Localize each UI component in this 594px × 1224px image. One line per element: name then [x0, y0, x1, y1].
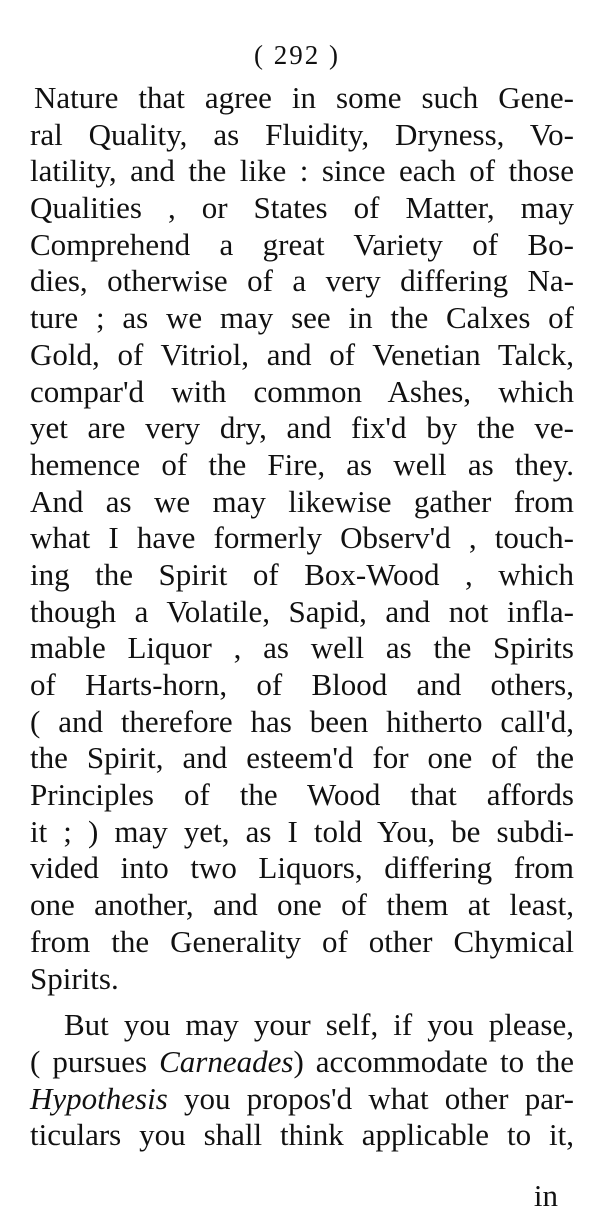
text-line: of Harts-horn, of Blood and others,	[30, 667, 574, 702]
text-line: what I have formerly Observ'd , touch-	[30, 520, 574, 556]
text-line: one another, and one of them at least,	[30, 887, 574, 923]
text-line: ing the Spirit of Box-Wood , which	[30, 556, 574, 592]
speaker-name: Carneades	[159, 1043, 294, 1079]
text-line: Principles of the Wood that affords	[30, 777, 574, 813]
text-line: the Spirit, and esteem'd for one of the	[30, 740, 574, 776]
text-line: hemence of the Fire, as well as they.	[30, 446, 574, 482]
text-line: Nature that agree in some such Gene-	[34, 80, 574, 115]
text-line: mable Liquor , as well as the Spirits	[30, 630, 574, 666]
text-line: though a Volatile, Sapid, and not infla-	[30, 593, 574, 629]
text-line	[30, 1044, 574, 1081]
paragraph-gap	[30, 997, 574, 1007]
page-number: ( 292 )	[254, 40, 340, 70]
text-line: dies, otherwise of a very differing Na-	[30, 263, 574, 299]
text-line: Comprehend a great Variety of Bo-	[30, 226, 574, 262]
text-segment: ) accommodate to the	[293, 1043, 574, 1079]
text-line: latility, and the like : since each of those	[30, 153, 574, 189]
text-line: ticulars you shall think applicable to it,	[30, 1117, 574, 1153]
text-line: Qualities , or States of Matter, may	[30, 190, 574, 226]
text-segment: ( pursues	[30, 1043, 160, 1079]
text-line: compar'd with common Ashes, which	[30, 373, 574, 409]
text-line: ( and therefore has been hitherto call'd,	[30, 703, 574, 739]
text-line	[30, 1081, 574, 1118]
text-line: But you may your self, if you please,	[64, 1007, 574, 1043]
text-line: Spirits.	[30, 960, 119, 996]
text-line: Gold, of Vitriol, and of Venetian Talck,	[30, 336, 574, 372]
text-line: yet are very dry, and fix'd by the ve-	[30, 410, 574, 446]
text-line: And as we may likewise gather from	[30, 483, 574, 519]
text-line: it ; ) may yet, as I told You, be subdi-	[30, 813, 574, 849]
italic-term: Hypothesis	[30, 1080, 168, 1116]
text-line: ture ; as we may see in the Calxes of	[30, 300, 574, 336]
body-text	[30, 80, 574, 1154]
text-segment: you propos'd what other par-	[167, 1080, 574, 1116]
text-line: ral Quality, as Fluidity, Dryness, Vo-	[30, 116, 574, 152]
text-line: vided into two Liquors, differing from	[30, 850, 574, 886]
text-line: from the Generality of other Chymical	[30, 923, 574, 959]
catchword: in	[533, 1178, 558, 1213]
